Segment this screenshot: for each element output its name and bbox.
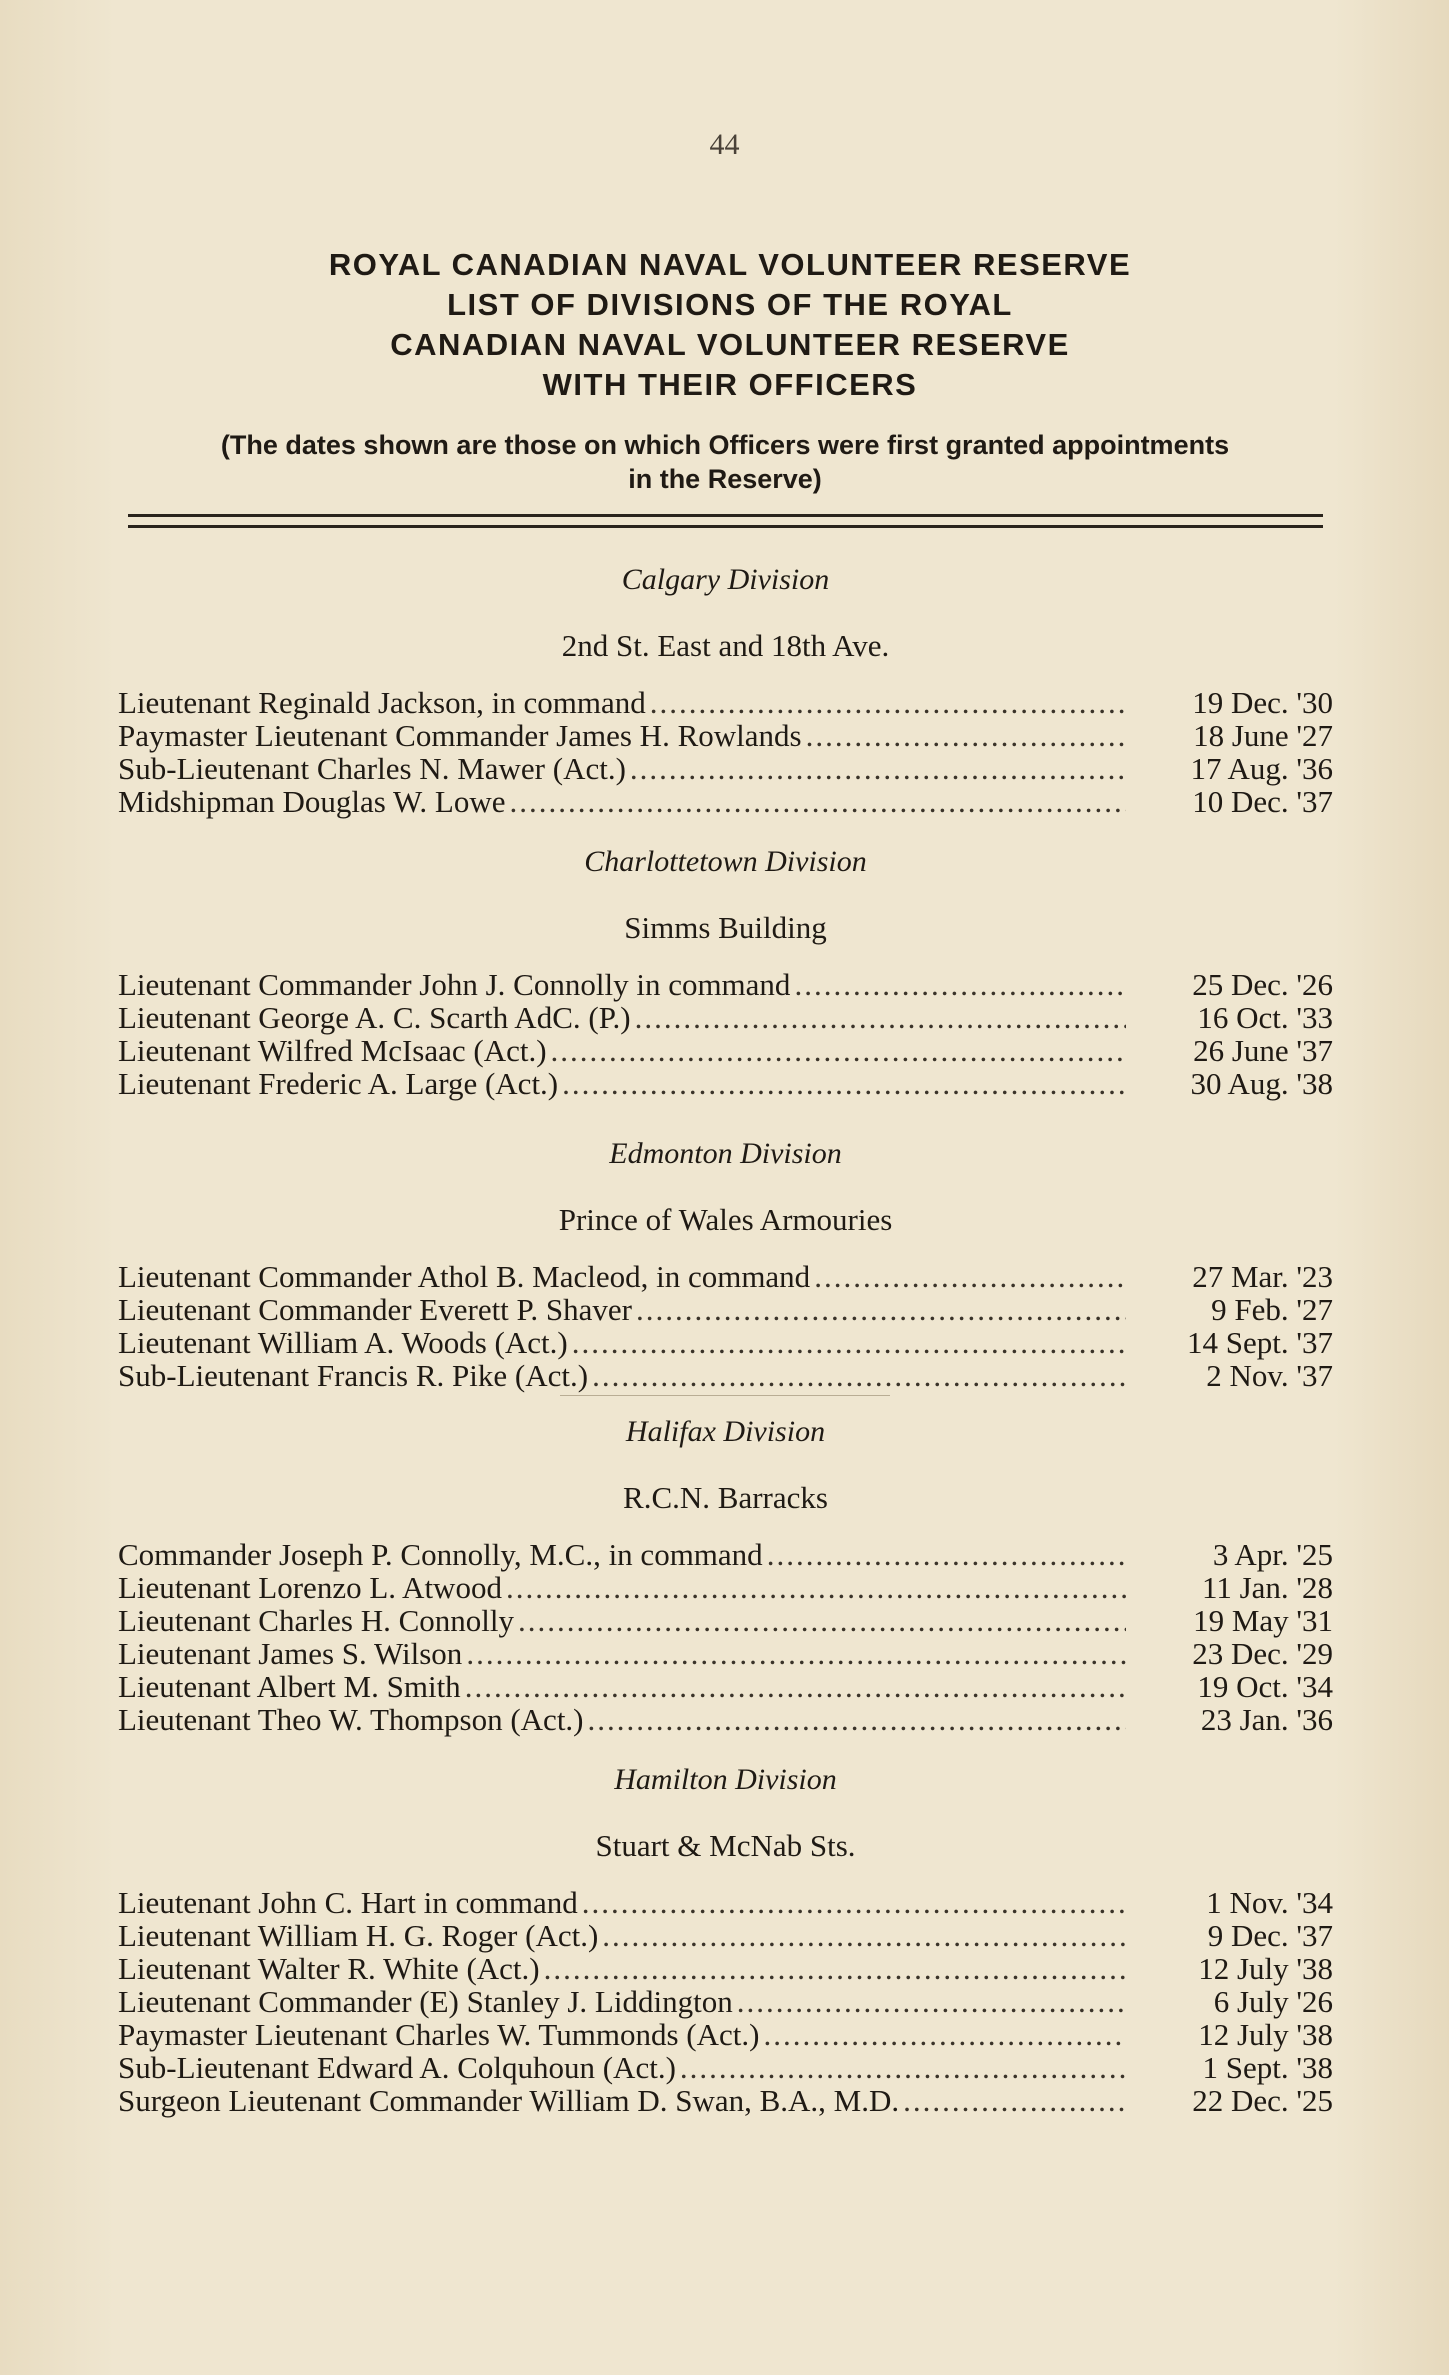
appointment-date: 9 Feb. '27 bbox=[1211, 1292, 1333, 1327]
division-edmonton bbox=[118, 1134, 1333, 1392]
officer-name: Sub-Lieutenant Francis R. Pike (Act.) bbox=[118, 1358, 589, 1393]
officer-list bbox=[118, 686, 1333, 818]
officer-name: Lieutenant William A. Woods (Act.) bbox=[118, 1325, 568, 1360]
appointment-date: 9 Dec. '37 bbox=[1207, 1918, 1333, 1953]
dot-leader bbox=[572, 1326, 1126, 1359]
double-rule-bottom bbox=[128, 525, 1323, 528]
officer-row bbox=[118, 1326, 1333, 1359]
officer-row bbox=[118, 1637, 1333, 1670]
dot-leader bbox=[737, 1985, 1126, 2018]
appointment-date: 19 Oct. '34 bbox=[1197, 1669, 1333, 1704]
officer-row bbox=[118, 968, 1333, 1001]
officer-row bbox=[118, 1359, 1333, 1392]
appointment-date: 16 Oct. '33 bbox=[1197, 1000, 1333, 1035]
appointment-date: 1 Nov. '34 bbox=[1206, 1885, 1333, 1920]
division-location: Stuart & McNab Sts. bbox=[595, 1828, 856, 1863]
officer-name: Lieutenant Charles H. Connolly bbox=[118, 1603, 515, 1638]
officer-name: Lieutenant Frederic A. Large (Act.) bbox=[118, 1066, 559, 1101]
officer-row bbox=[118, 1001, 1333, 1034]
officer-row bbox=[118, 2018, 1333, 2051]
officer-row bbox=[118, 1670, 1333, 1703]
appointment-date: 11 Jan. '28 bbox=[1201, 1570, 1333, 1605]
officer-name: Lieutenant John C. Hart in command bbox=[118, 1885, 578, 1920]
officer-name: Lieutenant Walter R. White (Act.) bbox=[118, 1951, 540, 1986]
appointment-date: 22 Dec. '25 bbox=[1192, 2083, 1333, 2118]
officer-row bbox=[118, 1919, 1333, 1952]
appointment-date: 23 Dec. '29 bbox=[1192, 1636, 1333, 1671]
division-title: Halifax Division bbox=[625, 1415, 826, 1448]
officer-row bbox=[118, 686, 1333, 719]
appointment-date: 23 Jan. '36 bbox=[1200, 1702, 1333, 1737]
dot-leader bbox=[562, 1067, 1126, 1100]
officer-name: Lieutenant Albert M. Smith bbox=[118, 1669, 461, 1704]
appointment-date: 6 July '26 bbox=[1213, 1984, 1333, 2019]
officer-row bbox=[118, 2084, 1333, 2117]
section-divider bbox=[560, 1395, 890, 1396]
dot-leader bbox=[806, 719, 1126, 752]
division-title: Calgary Division bbox=[621, 563, 830, 596]
officer-row bbox=[118, 1985, 1333, 2018]
officer-name: Lieutenant Commander Everett P. Shaver bbox=[118, 1292, 632, 1327]
appointment-date: 17 Aug. '36 bbox=[1190, 751, 1333, 786]
officer-name: Lieutenant Commander (E) Stanley J. Liddington bbox=[118, 1984, 733, 2019]
page-heading bbox=[140, 245, 1320, 405]
division-hamilton bbox=[118, 1760, 1333, 2117]
officer-name: Sub-Lieutenant Edward A. Colquhoun (Act.) bbox=[118, 2050, 676, 2085]
officer-name: Lieutenant Lorenzo L. Atwood bbox=[118, 1570, 502, 1605]
officer-row bbox=[118, 1571, 1333, 1604]
officer-name: Midshipman Douglas W. Lowe bbox=[118, 784, 506, 819]
division-calgary bbox=[118, 560, 1333, 818]
officer-name: Surgeon Lieutenant Commander William D. Swan, B.A., M.D. bbox=[118, 2083, 900, 2118]
officer-row bbox=[118, 1293, 1333, 1326]
division-location: Simms Building bbox=[624, 910, 827, 945]
dot-leader bbox=[794, 968, 1126, 1001]
heading-line: LIST OF DIVISIONS OF THE ROYAL bbox=[447, 287, 1013, 322]
officer-name: Lieutenant James S. Wilson bbox=[118, 1636, 463, 1671]
division-charlottetown bbox=[118, 842, 1333, 1100]
officer-row bbox=[118, 1604, 1333, 1637]
appointment-date: 26 June '37 bbox=[1193, 1033, 1333, 1068]
officer-list bbox=[118, 1538, 1333, 1736]
division-location: Prince of Wales Armouries bbox=[558, 1202, 893, 1237]
officer-row bbox=[118, 2051, 1333, 2084]
division-title: Hamilton Division bbox=[614, 1763, 837, 1796]
dot-leader bbox=[588, 1703, 1127, 1736]
dot-leader bbox=[465, 1670, 1126, 1703]
division-location: R.C.N. Barracks bbox=[623, 1480, 828, 1515]
officer-row bbox=[118, 1538, 1333, 1571]
officer-row bbox=[118, 785, 1333, 818]
officer-row bbox=[118, 1703, 1333, 1736]
officer-name: Lieutenant Reginald Jackson, in command bbox=[118, 685, 646, 720]
dot-leader bbox=[814, 1260, 1126, 1293]
dot-leader bbox=[767, 1538, 1126, 1571]
appointment-date: 1 Sept. '38 bbox=[1202, 2050, 1333, 2085]
division-halifax bbox=[118, 1412, 1333, 1736]
officer-name: Commander Joseph P. Connolly, M.C., in command bbox=[118, 1537, 763, 1572]
dot-leader bbox=[466, 1637, 1126, 1670]
officer-name: Lieutenant Wilfred McIsaac (Act.) bbox=[118, 1033, 547, 1068]
officer-row bbox=[118, 752, 1333, 785]
dot-leader bbox=[510, 785, 1127, 818]
dot-leader bbox=[518, 1604, 1126, 1637]
officer-name: Lieutenant George A. C. Scarth AdC. (P.) bbox=[118, 1000, 631, 1035]
appointment-date: 14 Sept. '37 bbox=[1187, 1325, 1333, 1360]
appointment-date: 18 June '27 bbox=[1193, 718, 1333, 753]
note-line: in the Reserve) bbox=[628, 464, 822, 494]
dot-leader bbox=[650, 686, 1126, 719]
officer-name: Paymaster Lieutenant Commander James H. Rowlands bbox=[118, 718, 802, 753]
dot-leader bbox=[635, 1001, 1126, 1034]
dot-leader bbox=[680, 2051, 1126, 2084]
officer-row bbox=[118, 1886, 1333, 1919]
dates-note bbox=[120, 428, 1330, 496]
officer-row bbox=[118, 1067, 1333, 1100]
dot-leader bbox=[506, 1571, 1126, 1604]
officer-list bbox=[118, 1886, 1333, 2117]
appointment-date: 27 Mar. '23 bbox=[1192, 1259, 1333, 1294]
appointment-date: 30 Aug. '38 bbox=[1190, 1066, 1333, 1101]
officer-row bbox=[118, 1260, 1333, 1293]
officer-row bbox=[118, 1034, 1333, 1067]
officer-list bbox=[118, 1260, 1333, 1392]
note-line: (The dates shown are those on which Officers were first granted appointments bbox=[220, 430, 1230, 460]
appointment-date: 12 July '38 bbox=[1198, 1951, 1333, 1986]
appointment-date: 25 Dec. '26 bbox=[1192, 967, 1333, 1002]
dot-leader bbox=[544, 1952, 1126, 1985]
dot-leader bbox=[903, 2084, 1126, 2117]
appointment-date: 12 July '38 bbox=[1198, 2017, 1333, 2052]
officer-name: Lieutenant Commander Athol B. Macleod, in command bbox=[118, 1259, 811, 1294]
officer-name: Lieutenant Theo W. Thompson (Act.) bbox=[118, 1702, 584, 1737]
heading-line: WITH THEIR OFFICERS bbox=[542, 367, 918, 402]
appointment-date: 10 Dec. '37 bbox=[1192, 784, 1333, 819]
appointment-date: 19 May '31 bbox=[1193, 1603, 1333, 1638]
page-number: 44 bbox=[709, 128, 740, 161]
officer-name: Lieutenant Commander John J. Connolly in command bbox=[118, 967, 791, 1002]
dot-leader bbox=[630, 752, 1126, 785]
division-title: Edmonton Division bbox=[609, 1137, 842, 1170]
dot-leader bbox=[602, 1919, 1126, 1952]
dot-leader bbox=[582, 1886, 1126, 1919]
officer-row bbox=[118, 1952, 1333, 1985]
officer-list bbox=[118, 968, 1333, 1100]
division-title: Charlottetown Division bbox=[584, 845, 867, 878]
officer-row bbox=[118, 719, 1333, 752]
appointment-date: 2 Nov. '37 bbox=[1206, 1358, 1333, 1393]
dot-leader bbox=[636, 1293, 1126, 1326]
officer-name: Sub-Lieutenant Charles N. Mawer (Act.) bbox=[118, 751, 626, 786]
division-location: 2nd St. East and 18th Ave. bbox=[561, 628, 890, 663]
double-rule-top bbox=[128, 514, 1323, 517]
heading-line: ROYAL CANADIAN NAVAL VOLUNTEER RESERVE bbox=[328, 247, 1132, 282]
dot-leader bbox=[763, 2018, 1126, 2051]
appointment-date: 3 Apr. '25 bbox=[1212, 1537, 1333, 1572]
officer-name: Lieutenant William H. G. Roger (Act.) bbox=[118, 1918, 599, 1953]
heading-line: CANADIAN NAVAL VOLUNTEER RESERVE bbox=[390, 327, 1070, 362]
appointment-date: 19 Dec. '30 bbox=[1192, 685, 1333, 720]
dot-leader bbox=[592, 1359, 1126, 1392]
dot-leader bbox=[551, 1034, 1126, 1067]
officer-name: Paymaster Lieutenant Charles W. Tummonds (Act.) bbox=[118, 2017, 760, 2052]
